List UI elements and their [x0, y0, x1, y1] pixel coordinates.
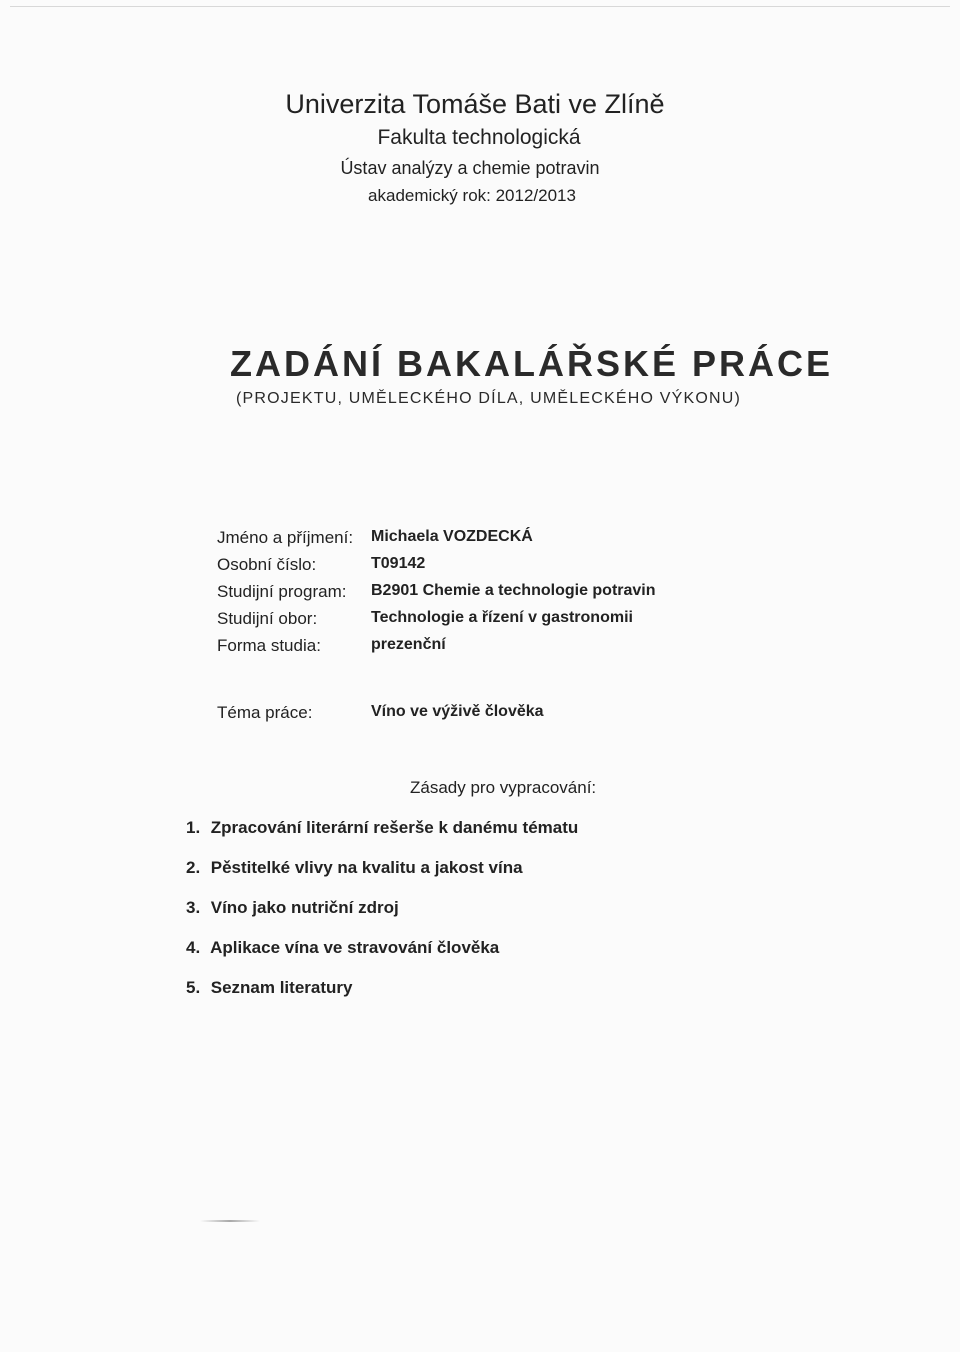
list-item: [186, 858, 578, 898]
info-value: Technologie a řízení v gastronomii: [371, 609, 633, 626]
list-item-text: Pěstitelké vlivy na kvalitu a jakost vína: [210, 858, 523, 877]
list-item-number: 5.: [186, 978, 201, 997]
page-edge-line: [10, 6, 950, 7]
topic-value: Víno ve výživě člověka: [371, 703, 544, 720]
list-item: [186, 818, 578, 858]
document-title: ZADÁNÍ BAKALÁŘSKÉ PRÁCE: [230, 343, 834, 384]
list-item-number: 4.: [186, 938, 201, 957]
title-block: [230, 340, 833, 408]
list-item: [186, 938, 578, 978]
list-item-text: Zpracování literární rešerše k danému tématu: [210, 818, 579, 837]
info-label: Studijní program:: [217, 582, 347, 601]
academic-year: akademický rok: 2012/2013: [368, 186, 576, 205]
info-value: prezenční: [371, 636, 446, 653]
info-value: T09142: [371, 555, 426, 572]
list-item-number: 3.: [186, 898, 201, 917]
scan-smudge: [200, 1220, 260, 1222]
document-subtitle: (PROJEKTU, UMĚLECKÉHO DÍLA, UMĚLECKÉHO VÝKONU): [236, 390, 742, 407]
list-item: [186, 898, 578, 938]
info-value: B2901 Chemie a technologie potravin: [371, 582, 656, 599]
list-item-text: Aplikace vína ve stravování člověka: [210, 938, 500, 957]
principles-heading: Zásady pro vypracování:: [410, 778, 597, 797]
list-item-text: Seznam literatury: [210, 978, 353, 997]
info-label: Jméno a příjmení:: [217, 528, 354, 547]
institute-name: Ústav analýzy a chemie potravin: [340, 158, 600, 178]
principles-list: [186, 818, 578, 1018]
topic-label: Téma práce:: [217, 703, 313, 722]
info-label: Studijní obor:: [217, 609, 318, 628]
info-label: Osobní číslo:: [217, 555, 317, 574]
info-value: Michaela VOZDECKÁ: [371, 528, 533, 545]
info-label: Forma studia:: [217, 636, 321, 655]
faculty-name: Fakulta technologická: [377, 126, 581, 149]
list-item-number: 2.: [186, 858, 201, 877]
document-header: [0, 86, 960, 210]
list-item-text: Víno jako nutriční zdroj: [210, 898, 399, 917]
list-item: [186, 978, 578, 1018]
university-name: Univerzita Tomáše Bati ve Zlíně: [285, 89, 665, 119]
list-item-number: 1.: [186, 818, 201, 837]
